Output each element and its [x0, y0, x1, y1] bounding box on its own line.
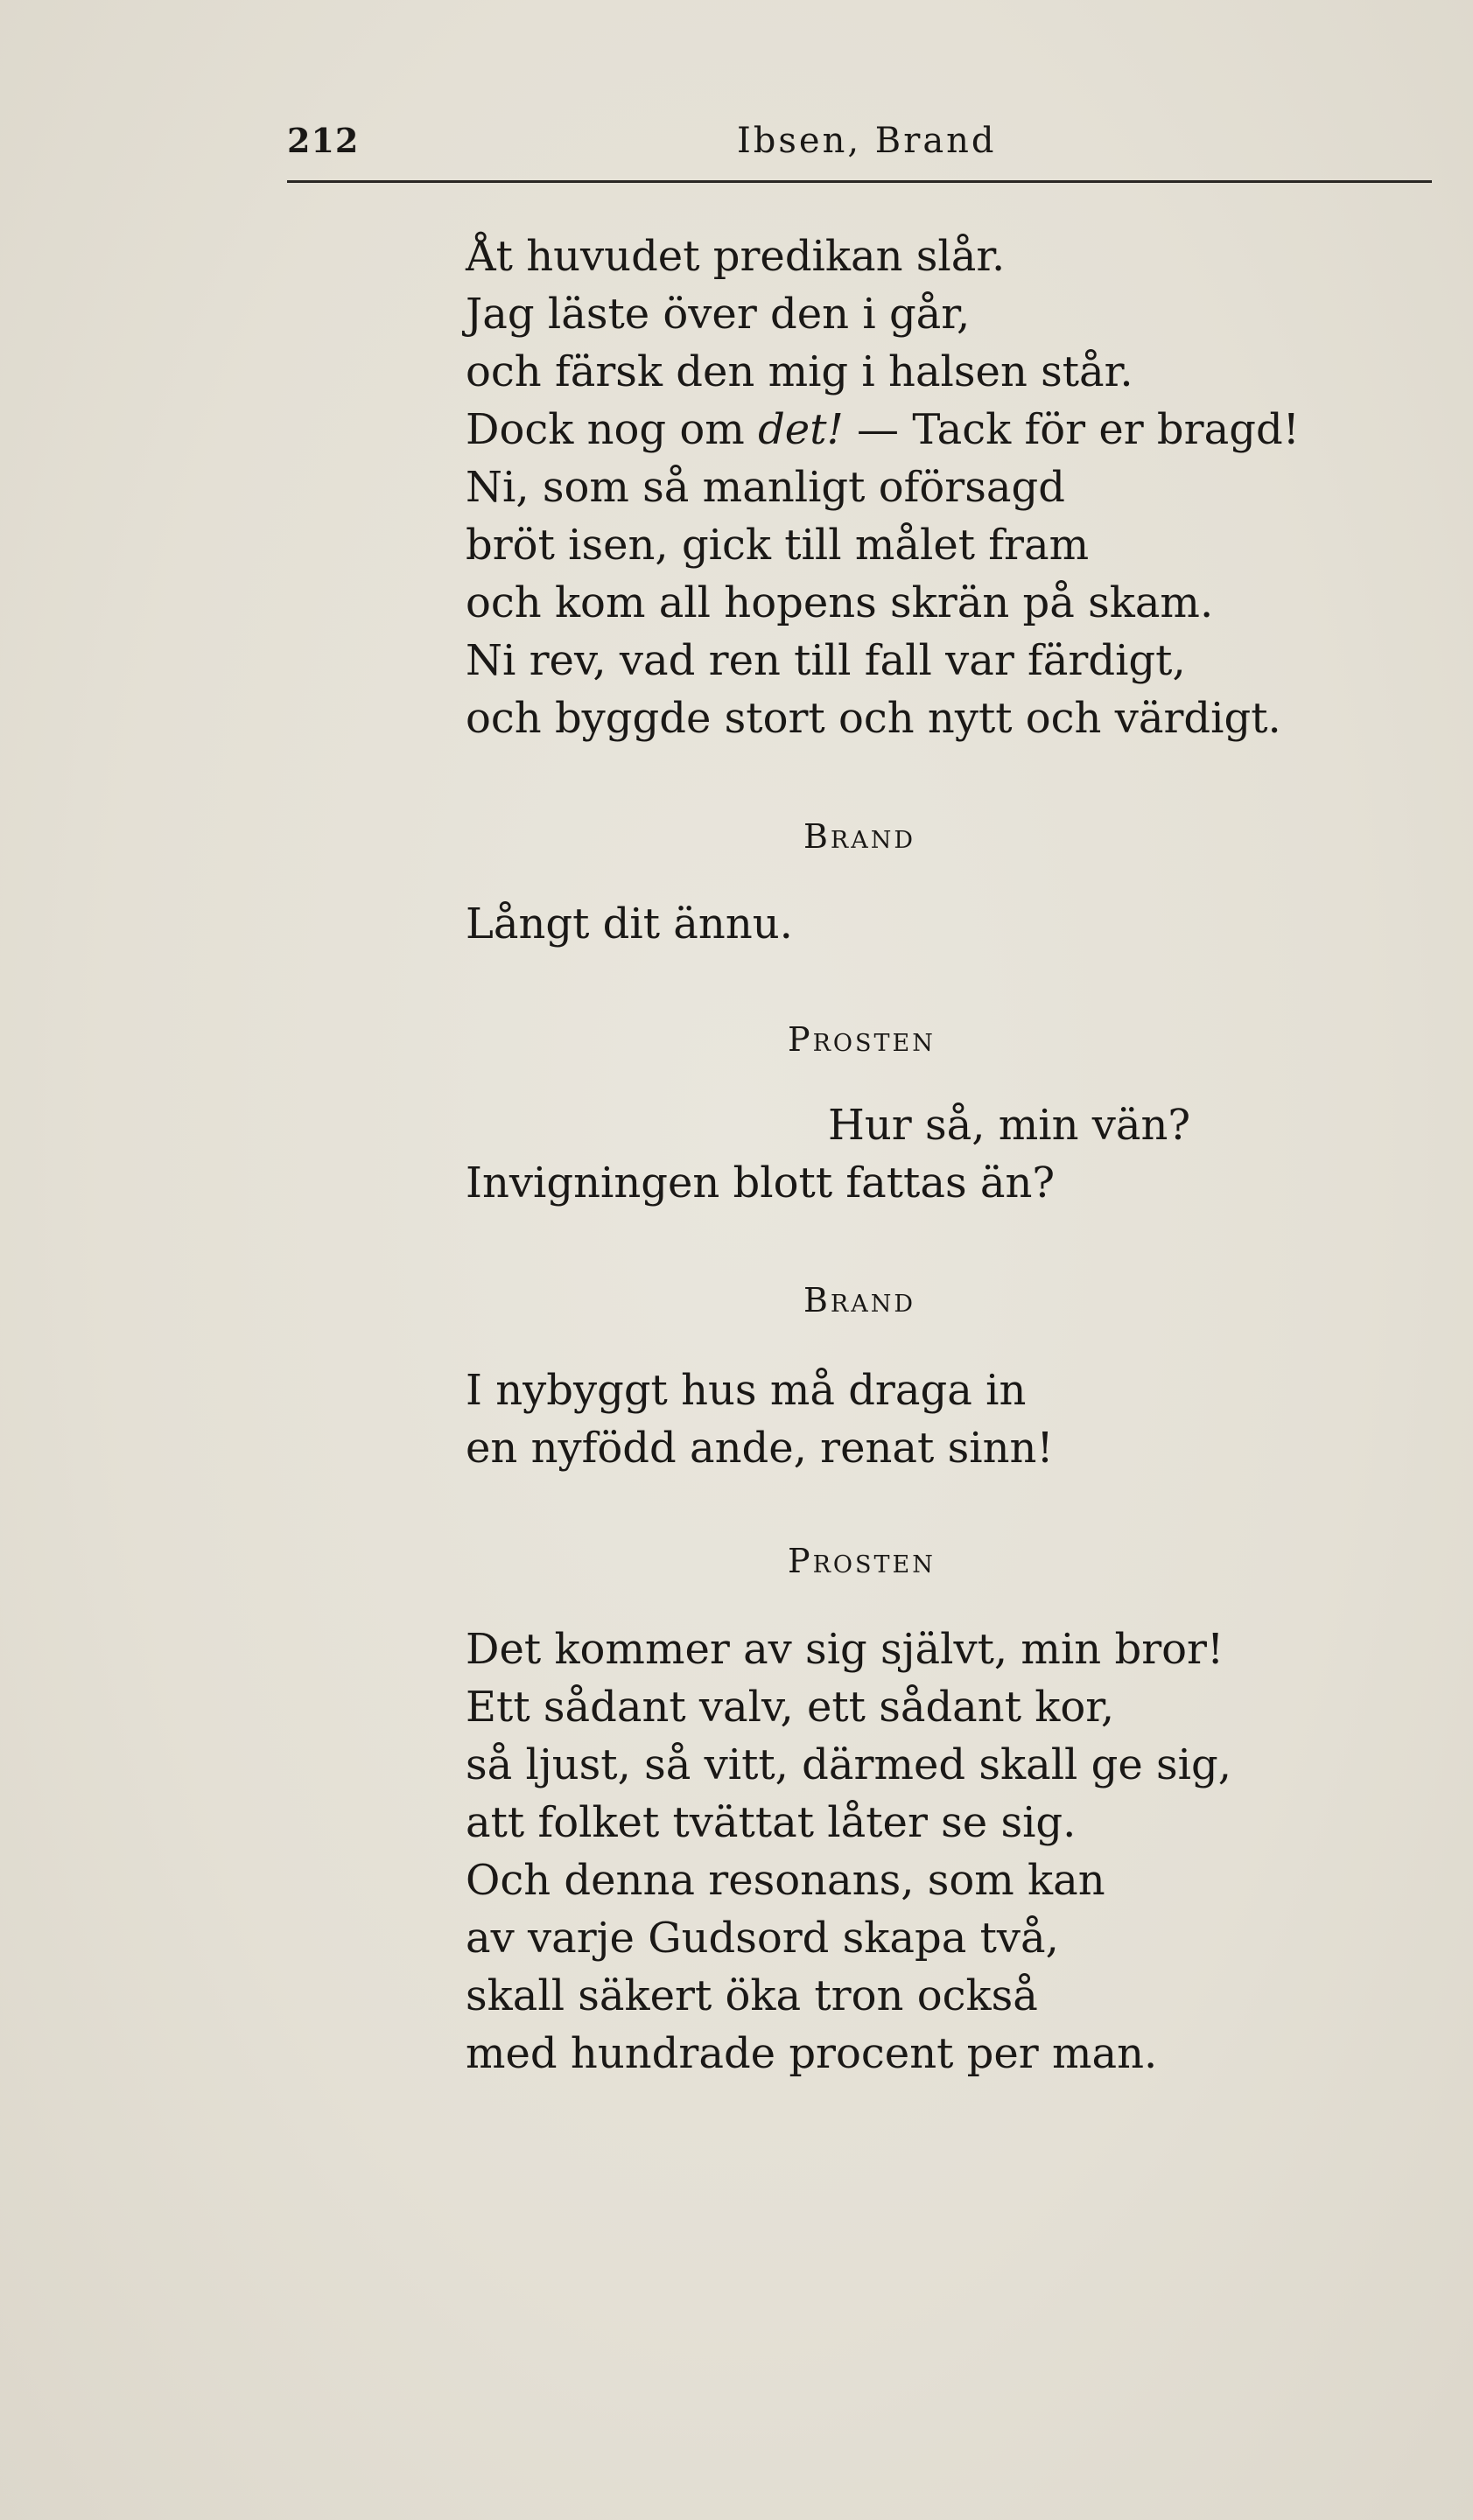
verse-line: av varje Gudsord skapa två, [466, 1914, 1059, 1963]
speaker-name: Prosten [788, 1542, 936, 1580]
verse-line: Åt huvudet predikan slår. [466, 232, 1006, 281]
verse-line: Och denna resonans, som kan [466, 1856, 1105, 1905]
verse-line: och byggde stort och nytt och värdigt. [466, 694, 1281, 743]
running-head [287, 121, 1432, 164]
page-number: 212 [287, 121, 360, 160]
verse-line: Det kommer av sig självt, min bror! [466, 1625, 1224, 1674]
verse-line [466, 401, 1300, 458]
verse-line: Jag läste över den i går, [466, 290, 971, 339]
header-rule [287, 180, 1432, 183]
running-title: Ibsen, Brand [737, 121, 997, 161]
verse-block-brand-2 [466, 1362, 1054, 1477]
verse-line: Invigningen blott fattas än? [466, 1158, 1056, 1208]
verse-block-prosten-1 [466, 228, 1300, 747]
verse-line: med hundrade procent per man. [466, 2029, 1158, 2078]
speaker-name: Brand [803, 1281, 916, 1320]
emphasis-text: det! [758, 405, 844, 454]
verse-line: och färsk den mig i halsen står. [466, 347, 1133, 396]
verse-line: Ett sådant valv, ett sådant kor, [466, 1683, 1115, 1732]
verse-line: och kom all hopens skrän på skam. [466, 578, 1214, 627]
verse-line: Ni, som så manligt oförsagd [466, 463, 1065, 512]
verse-line: Ni rev, vad ren till fall var färdigt, [466, 636, 1186, 685]
verse-line: att folket tvättat låter se sig. [466, 1798, 1077, 1847]
verse-text: Dock nog om [466, 405, 759, 454]
verse-line: bröt isen, gick till målet fram [466, 521, 1090, 570]
verse-line: Hur så, min vän? [828, 1101, 1191, 1150]
speaker-name: Prosten [788, 1020, 936, 1059]
verse-line: I nybyggt hus må draga in [466, 1366, 1027, 1415]
verse-text: — Tack för er bragd! [843, 405, 1300, 454]
verse-line: skall säkert öka tron också [466, 1971, 1038, 2020]
verse-line: Långt dit ännu. [466, 900, 793, 948]
verse-line: en nyfödd ande, renat sinn! [466, 1424, 1054, 1473]
verse-line: så ljust, så vitt, därmed skall ge sig, [466, 1740, 1232, 1789]
speaker-name: Brand [803, 817, 916, 856]
verse-block-prosten-2 [466, 1620, 1231, 2082]
